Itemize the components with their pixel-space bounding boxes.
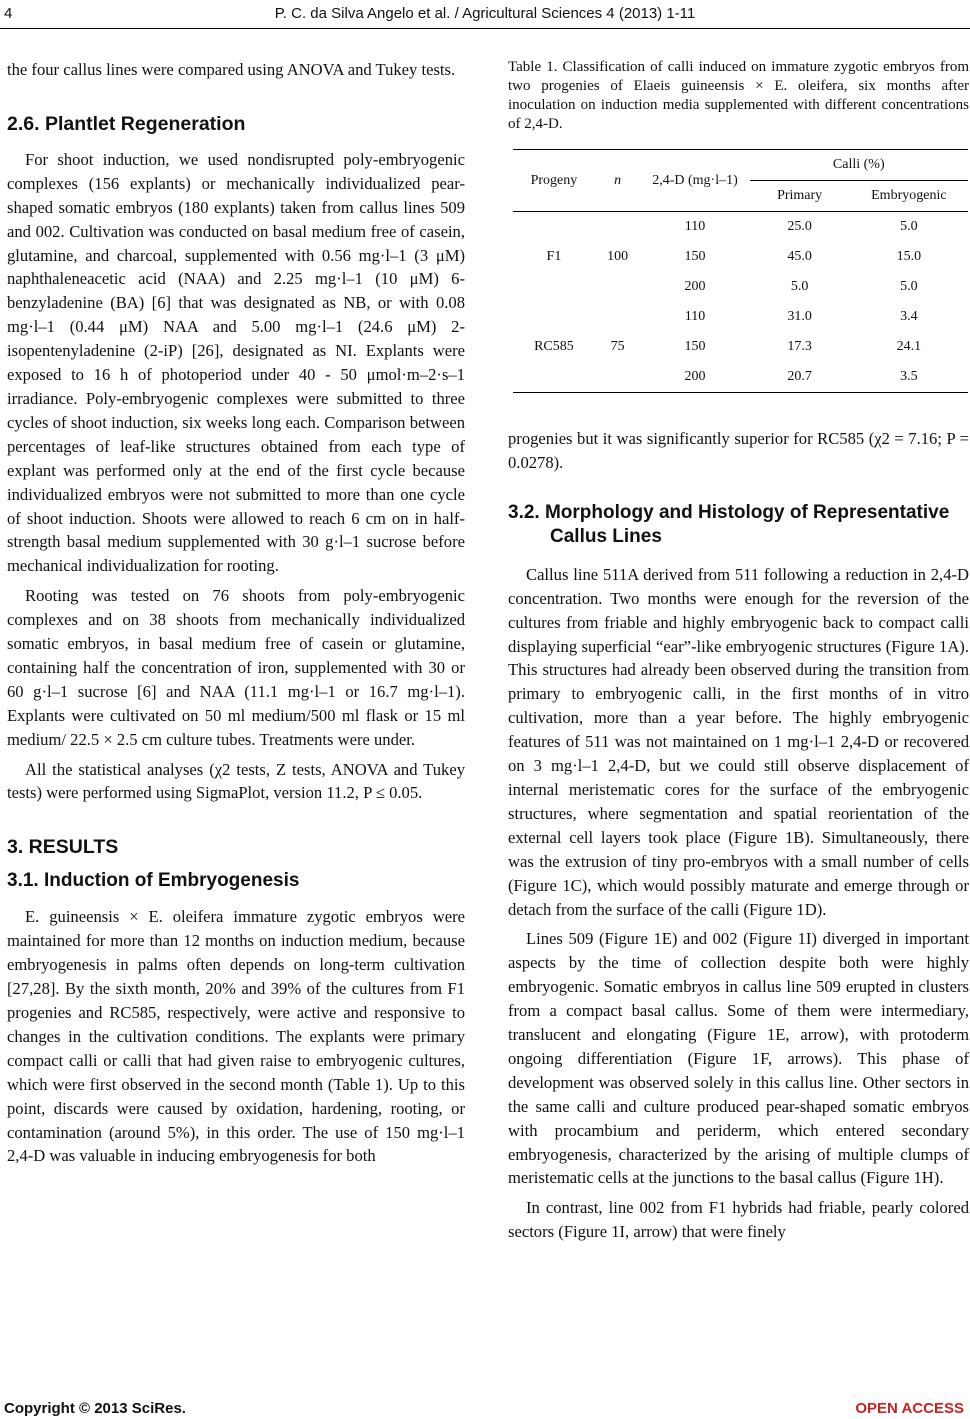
primary-cell: 45.0 bbox=[787, 249, 812, 265]
n-cell: 75 bbox=[595, 302, 641, 393]
section-2-6-heading: 2.6. Plantlet Regeneration bbox=[7, 112, 246, 135]
section-3-2-heading: 3.2. Morphology and Histology of Representative Callus Lines bbox=[508, 501, 950, 547]
progeny-cell: RC585 bbox=[513, 302, 595, 393]
callus-511-paragraph: Callus line 511A derived from 511 following a reduction in 2,4-D concentration. Two months were enough for the reversion of the cultures from friable and highly embryogenic back to compact calli displaying superficial “ear”-like embryogenic structures (Figure 1A). This structures had already been observed during the transition from primary to embryogenic calli, in the first months of in vitro cultivation, more than a year before. The highly embryogenic features of 511 was not maintained on 1 mg·l–1 2,4-D or recovered on 3 mg·l–1 2,4-D, but we could still observe displacement of internal meristematic cores for the surface of the embryogenic structures, where segmentation and spatial reorientation of the external cell layers took place (Figure 1B). Simultaneously, there was the extrusion of tiny pro-embryos with a small number of cells (Figure 1C), which would possibly maturate and emerge through or detach from the surface of the calli (Figure 1D). bbox=[508, 564, 969, 919]
n-cell: 100 bbox=[607, 249, 629, 265]
dose-cell: 150 bbox=[684, 339, 706, 355]
primary-cell: 5.0 bbox=[790, 279, 809, 295]
table-1-caption: Table 1. Classification of calli induced on immature zygotic embryos from two progenies of Elaeis guineensis × E. oleifera, six months after inoculation on induction media supplemented with different concentrations of 2,4-D. bbox=[508, 59, 969, 132]
dose-cell: 200 bbox=[640, 362, 749, 393]
left-column bbox=[7, 58, 465, 1174]
th-embryogenic: Embryogenic bbox=[850, 181, 968, 212]
line-002-paragraph: In contrast, line 002 from F1 hybrids had friable, pearly colored sectors (Figure 1I, arrow) that were finely bbox=[508, 1198, 969, 1242]
embryogenic-cell: 15.0 bbox=[896, 249, 922, 265]
dose-cell: 110 bbox=[684, 219, 706, 235]
open-access-label: OPEN ACCESS bbox=[855, 1400, 964, 1417]
rooting-paragraph: Rooting was tested on 76 shoots from poly-embryogenic complexes and on 38 shoots from mechanically individualized somatic embryos, in basal medium free of casein or glutamine, containing half the concentration of iron, supplemented with 30 or 60 g·l–1 sucrose [6] and NAA (11.1 mg·l–1 or 16.7 mg·l–1). Explants were cultivated on 50 ml medium/500 ml flask or 15 ml medium/ 22.5 × 2.5 cm culture tubes. Treatments were under. bbox=[7, 586, 465, 749]
table-row bbox=[513, 302, 968, 332]
header-rule bbox=[0, 28, 970, 29]
running-head: P. C. da Silva Angelo et al. / Agricultural Sciences 4 (2013) 1-11 bbox=[274, 5, 696, 22]
primary-cell: 17.3 bbox=[787, 339, 812, 355]
embryogenic-cell: 5.0 bbox=[900, 219, 918, 235]
th-dose: 2,4-D (mg·l–1) bbox=[640, 150, 749, 212]
embryogenic-cell: 5.0 bbox=[900, 279, 918, 295]
lines-509-002-paragraph: Lines 509 (Figure 1E) and 002 (Figure 1I) diverged in important aspects by the time of collection despite both were highly embryogenic. Somatic embryos in callus line 509 erupted in clusters from a compact basal callus. Some of them were intermediary, translucent and elongating (Figure 1E, arrow), with protoderm ongoing differentiation (Figure 1F, arrows). This phase of development was observed solely in this callus line. Other sectors in the same calli and culture produced pear-shaped somatic embryos with procambium and periderm, which entered secondary embryogenesis, characterized by the arising of multiple clumps of meristematic cells at the junctions to the basal callus (Figure 1H). bbox=[508, 929, 969, 1188]
statistics-paragraph: All the statistical analyses (χ2 tests, Z tests, ANOVA and Tukey tests) were performed using SigmaPlot, version 11.2, P ≤ 0.05. bbox=[7, 759, 465, 803]
primary-cell: 20.7 bbox=[750, 362, 850, 393]
progeny-cell: F1 bbox=[546, 249, 562, 265]
section-3-1-heading: 3.1. Induction of Embryogenesis bbox=[7, 870, 300, 892]
primary-cell: 25.0 bbox=[787, 219, 812, 235]
th-n: n bbox=[595, 150, 641, 212]
embryogenic-cell: 24.1 bbox=[896, 339, 922, 355]
primary-cell: 31.0 bbox=[787, 309, 812, 325]
th-calli: Calli (%) bbox=[750, 150, 968, 181]
shoot-induction-paragraph: For shoot induction, we used nondisrupted poly-embryogenic complexes (156 explants) or mechanically individualized pear-shaped somatic embryos (180 explants) taken from callus lines 509 and 002. Cultivation was conducted on basal medium free of casein, glutamine, and charcoal, supplemented with 0.56 mg·l–1 (3 μM) naphthaleneacetic acid (NAA) and 2.25 mg·l–1 (10 μM) 6-benzyladenine (BA) [6] that was designated as NB, or with 0.08 mg·l–1 (0.44 μM) NAA and 5.00 mg·l–1 (24.6 μM) 2-isopentenyladenine (2-iP) [26], designated as NI. Explants were exposed to 16 h of photoperiod under 40 - 50 μmol·m–2·s–1 irradiance. Poly-embryogenic complexes were submitted to three cycles of shoot induction, six weeks long each. Comparison between percentages of leaf-like structures obtained from each type of explant was performed only at the end of the first cycle because individualized embryos were not submitted to more than one cycle of shoot induction. Shoots were allowed to reach 6 cm on in half-strength basal medium supplemented with 30 g·l–1 sucrose before mechanical individualization for rooting. bbox=[7, 149, 465, 576]
embryogenic-cell: 3.4 bbox=[900, 309, 918, 325]
induction-paragraph: E. guineensis × E. oleifera immature zygotic embryos were maintained for more than 12 months on induction medium, because embryogenesis in palms often depends on long-term cultivation [27,28]. By the sixth month, 20% and 39% of the cultures from F1 progenies and RC585, respectively, were active and responsive to changes in the cultivation conditions. The explants were primary compact calli or calli that had given raise to embryogenic cultures, which were first observed in the second month (Table 1). Up to this point, discards were caused by oxidation, hardening, rooting, or contamination (around 5%), in this order. The use of 150 mg·l–1 2,4-D was valuable in inducing embryogenesis for both bbox=[7, 907, 465, 1166]
continuation-paragraph: progenies but it was significantly superior for RC585 (χ2 = 7.16; P = 0.0278). bbox=[508, 429, 969, 472]
dose-cell: 110 bbox=[684, 309, 706, 325]
table-1 bbox=[513, 149, 968, 393]
dose-cell: 150 bbox=[684, 249, 706, 265]
th-progeny: Progeny bbox=[513, 150, 595, 212]
th-primary: Primary bbox=[750, 181, 850, 212]
intro-paragraph: the four callus lines were compared using ANOVA and Tukey tests. bbox=[7, 60, 456, 79]
table-row bbox=[513, 212, 968, 243]
copyright-text: Copyright © 2013 SciRes. bbox=[4, 1400, 186, 1417]
page-header bbox=[0, 2, 970, 26]
embryogenic-cell: 3.5 bbox=[850, 362, 968, 393]
dose-cell: 200 bbox=[684, 279, 706, 295]
right-column bbox=[508, 58, 969, 1250]
page-number: 4 bbox=[4, 5, 13, 22]
section-3-heading: 3. RESULTS bbox=[7, 836, 119, 859]
